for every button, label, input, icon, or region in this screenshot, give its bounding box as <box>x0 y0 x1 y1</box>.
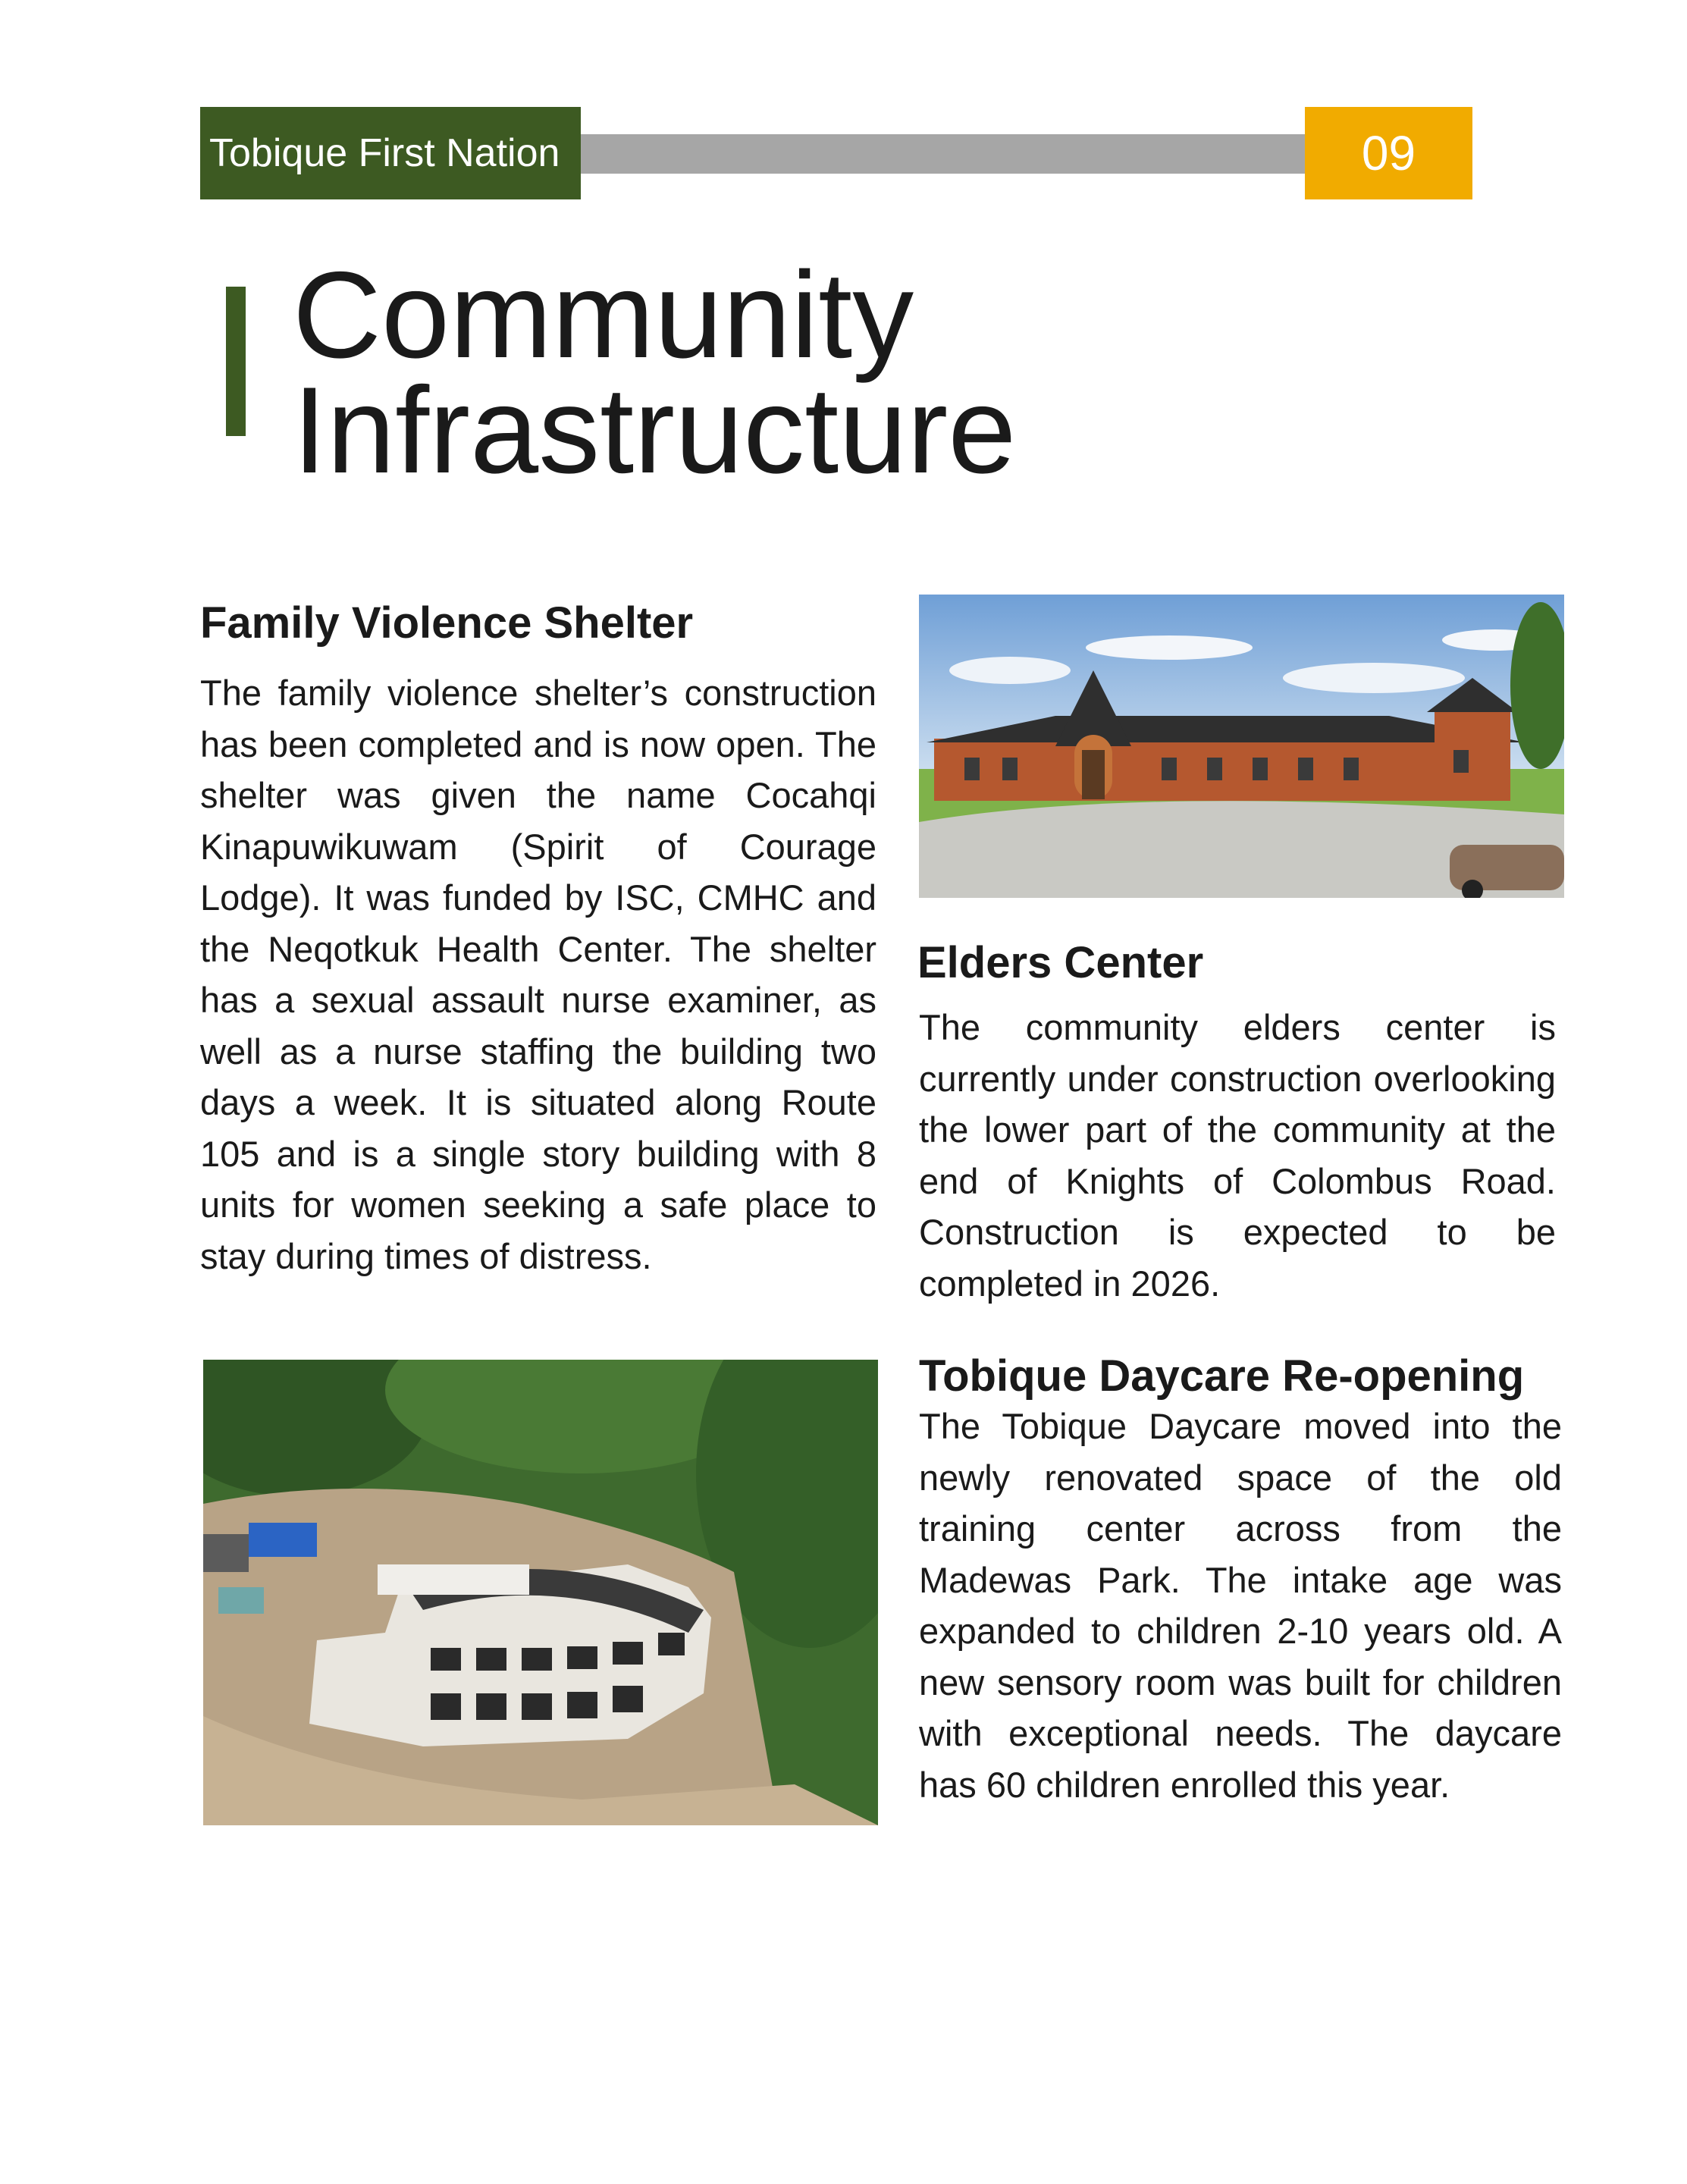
page-header <box>200 107 1472 199</box>
header-divider <box>581 134 1305 174</box>
elders-center-heading: Elders Center <box>917 938 1204 987</box>
page-number: 09 <box>1305 107 1472 199</box>
daycare-heading: Tobique Daycare Re-opening <box>919 1351 1525 1401</box>
page-title-line-2: Infrastructure <box>293 362 1017 499</box>
elders-center-body: The community elders center is currently under construction overlooking the lower part of the community at the end of Knights of Colombus Road. Construction is expected to be completed in 2026. <box>919 1007 1556 1304</box>
shelter-aerial-image <box>203 1360 878 1825</box>
shelter-heading: Family Violence Shelter <box>200 598 694 648</box>
page-title-line-1: Community <box>293 246 914 384</box>
elders-center-rendering-image <box>919 595 1564 898</box>
page-title <box>293 246 1203 499</box>
title-accent-bar <box>226 287 246 436</box>
daycare-body: The Tobique Daycare moved into the newly renovated space of the old training center across from the Madewas Park. The intake age was expanded to children 2-10 years old. A new sensory room was built for children with exceptional needs. The daycare has 60 children enrolled this year. <box>919 1406 1562 1805</box>
header-org-name: Tobique First Nation <box>200 107 581 199</box>
shelter-body: The family violence shelter’s construction has been completed and is now open. The shelter was given the name Cocahqi Kinapuwikuwam (Spirit of Courage Lodge). It was funded by ISC, CMHC and the Neqotkuk Health Center. The shelter has a sexual assault nurse examiner, as well as a nurse staffing the building two days a week. It is situated along Route 105 and is a single story building with 8 units for women seeking a safe place to stay during times of distress. <box>200 673 876 1276</box>
